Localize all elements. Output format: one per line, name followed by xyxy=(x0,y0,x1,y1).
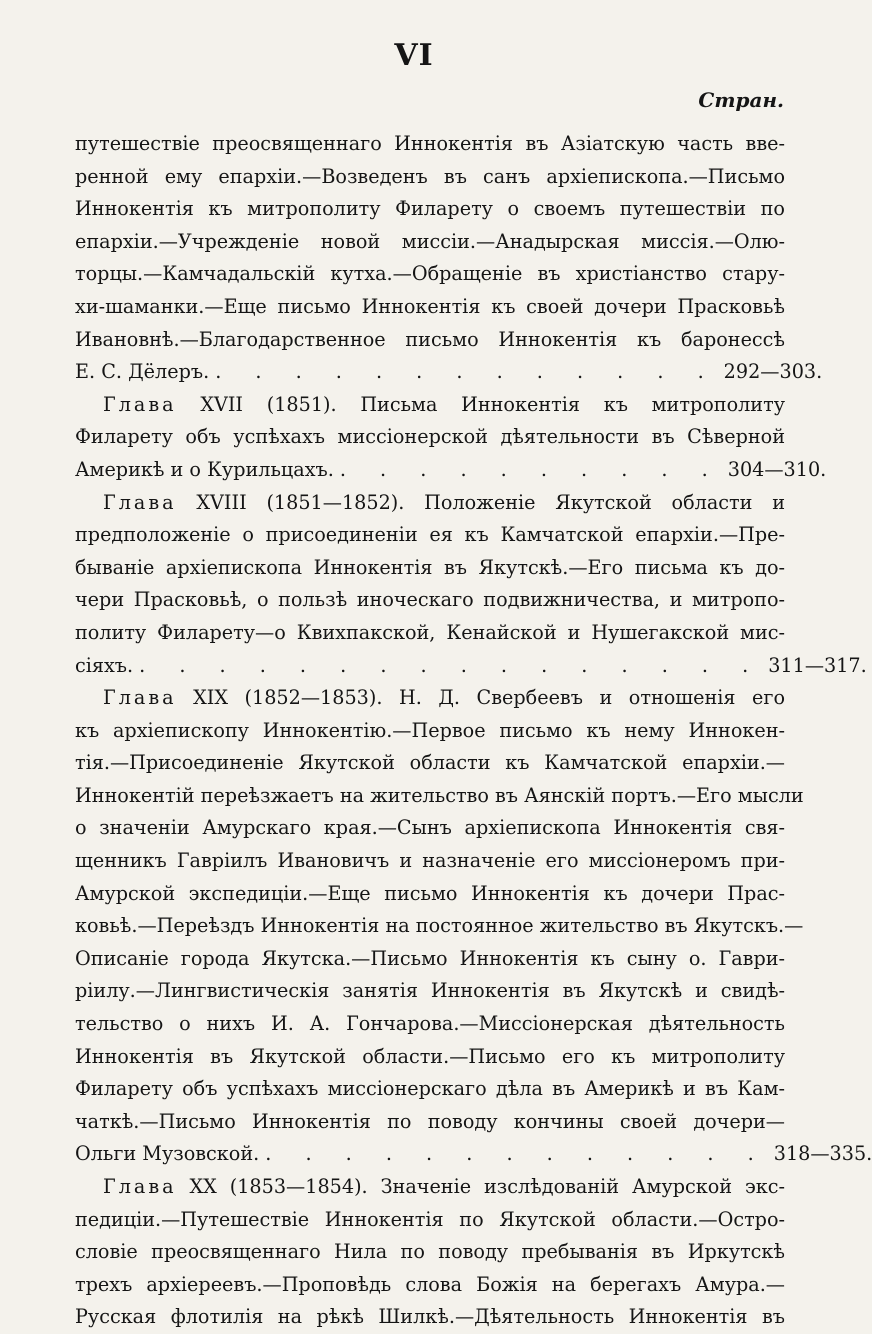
leader-dots: . . . . . . . . . . . . . . . . xyxy=(139,653,763,677)
line-text: Амурской экспедиціи.—Еще письмо Иннокентія къ дочери Прас- xyxy=(75,881,785,905)
line-text: ковьѣ.—Переѣздъ Иннокентія на постоянное жительство въ Якутскъ.— xyxy=(75,914,804,938)
text-line xyxy=(75,1008,785,1041)
page-column-label: Стран. xyxy=(698,88,784,112)
text-line xyxy=(75,715,785,748)
toc-entry-line xyxy=(75,454,827,487)
line-text: хи-шаманки.—Еще письмо Иннокентія къ своей дочери Прасковьѣ xyxy=(75,294,785,318)
line-text: Иннокентія къ митрополиту Филарету о своемъ путешествіи по xyxy=(75,197,785,221)
text-line xyxy=(75,878,785,911)
line-text: тельство о нихъ И. А. Гончарова.—Миссіонерская дѣятельность xyxy=(75,1012,785,1036)
text-line xyxy=(75,1106,785,1139)
text-line xyxy=(75,291,785,324)
line-text: чаткѣ.—Письмо Иннокентія по поводу кончины своей дочери— xyxy=(75,1109,785,1133)
line-text: Филарету объ успѣхахъ миссіонерскаго дѣла въ Америкѣ и въ Кам- xyxy=(75,1077,785,1101)
text-line xyxy=(75,617,785,650)
page-range: 292—303. xyxy=(723,360,823,384)
text-line xyxy=(75,1041,785,1074)
text-line xyxy=(75,324,785,357)
text-line xyxy=(75,519,785,552)
line-text: XVII (1851). Письма Иннокентія къ митрополиту xyxy=(200,392,786,416)
line-text: о значеніи Амурскаго края.—Сынъ архіепископа Иннокентія свя- xyxy=(75,816,785,840)
leader-dots: . . . . . . . . . . . . . xyxy=(265,1142,768,1166)
line-text: трехъ архіереевъ.—Проповѣдь слова Божія на берегахъ Амура.— xyxy=(75,1272,785,1296)
line-text: Иннокентія въ Якутской области.—Письмо его къ митрополиту xyxy=(75,1044,785,1068)
line-text: Описаніе города Якутска.—Письмо Иннокентія къ сыну о. Гаври- xyxy=(75,946,785,970)
text-line xyxy=(75,845,785,878)
chapter-label: Глава xyxy=(103,686,177,710)
line-text: тія.—Присоединеніе Якутской области къ Камчатской епархіи.— xyxy=(75,751,785,775)
text-line xyxy=(75,910,804,943)
text-line xyxy=(75,682,785,715)
toc-entry-text: Америкѣ и о Курильцахъ. xyxy=(75,457,334,481)
text-line xyxy=(75,128,785,161)
line-text: чери Прасковьѣ, о пользѣ иноческаго подвижничества, и митропо- xyxy=(75,588,785,612)
text-line xyxy=(75,226,785,259)
text-line xyxy=(75,1204,785,1237)
line-text: предположеніе о присоединеніи ея къ Камчатской епархіи.—Пре- xyxy=(75,523,785,547)
text-line xyxy=(75,780,804,813)
page-range: 304—310. xyxy=(727,457,827,481)
line-text: епархіи.—Учрежденіе новой миссіи.—Анадырская миссія.—Олю- xyxy=(75,229,785,253)
text-line xyxy=(75,1073,785,1106)
text-line xyxy=(75,193,785,226)
line-text: Русская флотилія на рѣкѣ Шилкѣ.—Дѣятельность Иннокентія въ xyxy=(75,1305,785,1329)
line-text: словіе преосвященнаго Нила по поводу пребыванія въ Иркутскѣ xyxy=(75,1240,785,1264)
chapter-label: Глава xyxy=(103,490,177,514)
line-text: ріилу.—Лингвистическія занятія Иннокентія въ Якутскѣ и свидѣ- xyxy=(75,979,785,1003)
line-text: педиціи.—Путешествіе Иннокентія по Якутской области.—Остро- xyxy=(75,1207,785,1231)
toc-entry-line xyxy=(75,356,823,389)
line-text: щенникъ Гавріилъ Ивановичъ и назначеніе его миссіонеромъ при- xyxy=(75,849,785,873)
line-text: ренной ему епархіи.—Возведенъ въ санъ архіепископа.—Письмо xyxy=(75,164,785,188)
text-line xyxy=(75,747,785,780)
toc-entry-text: сіяхъ. xyxy=(75,653,134,677)
text-line xyxy=(75,421,785,454)
text-line xyxy=(75,1236,785,1269)
text-line xyxy=(75,584,785,617)
chapter-label: Глава xyxy=(103,392,177,416)
text-line xyxy=(75,161,785,194)
text-line xyxy=(75,1171,785,1204)
line-text: XVIII (1851—1852). Положеніе Якутской области и xyxy=(196,490,786,514)
line-text: XIX (1852—1853). Н. Д. Свербеевъ и отношенія его xyxy=(193,686,785,710)
line-text: политу Филарету—о Квихпакской, Кенайской и Нушегакской мис- xyxy=(75,620,785,644)
text-line xyxy=(75,943,785,976)
text-line xyxy=(75,552,785,585)
line-text: торцы.—Камчадальскій кутха.—Обращеніе въ христіанство стару- xyxy=(75,262,785,286)
line-text: Иннокентій переѣзжаетъ на жительство въ Аянскій портъ.—Его мысли xyxy=(75,783,804,807)
text-line xyxy=(75,487,785,520)
chapter-label: Глава xyxy=(103,1175,177,1198)
line-text: бываніе архіепископа Иннокентія въ Якутскѣ.—Его письма къ до- xyxy=(75,555,785,579)
leader-dots: . . . . . . . . . . xyxy=(339,457,722,481)
text-line xyxy=(75,389,785,422)
text-line xyxy=(75,1269,785,1302)
toc-entry-text: Ольги Музовской. xyxy=(75,1142,260,1166)
page-range: 318—335. xyxy=(773,1142,872,1166)
line-text: Филарету объ успѣхахъ миссіонерской дѣятельности въ Сѣверной xyxy=(75,425,785,449)
line-text: путешествіе преосвященнаго Иннокентія въ Азіатскую часть вве- xyxy=(75,132,785,155)
line-text: XX (1853—1854). Значеніе изслѣдованій Амурской экс- xyxy=(189,1175,785,1198)
page-number: VI xyxy=(394,38,434,73)
text-line xyxy=(75,975,785,1008)
line-text: къ архіепископу Иннокентію.—Первое письмо къ нему Иннокен- xyxy=(75,718,785,742)
toc-entry-line xyxy=(75,1138,872,1171)
text-line xyxy=(75,812,785,845)
toc-entry-line xyxy=(75,650,867,683)
leader-dots: . . . . . . . . . . . . . xyxy=(215,360,718,384)
text-line xyxy=(75,258,785,291)
text-line xyxy=(75,1301,785,1334)
table-of-contents-text xyxy=(75,128,872,1334)
toc-entry-text: Е. С. Дёлеръ. xyxy=(75,360,210,384)
page-range: 311—317. xyxy=(768,653,867,677)
line-text: Ивановнѣ.—Благодарственное письмо Иннокентія къ баронессѣ xyxy=(75,327,785,351)
